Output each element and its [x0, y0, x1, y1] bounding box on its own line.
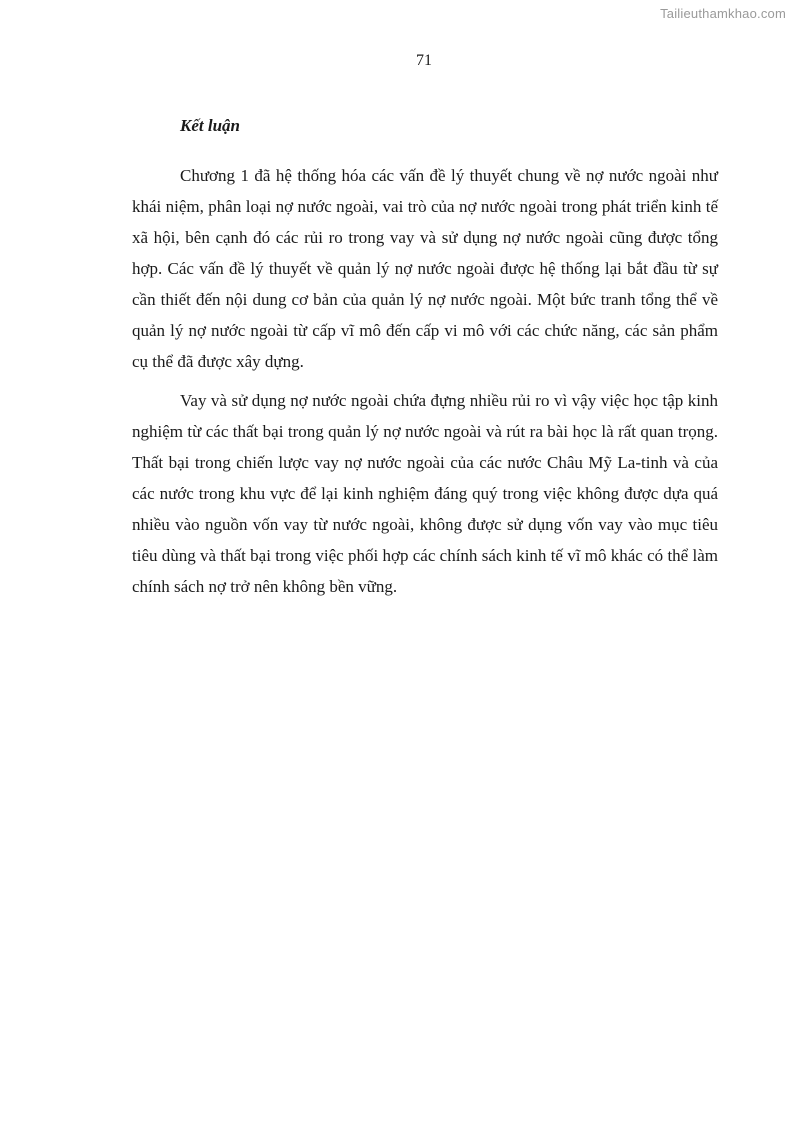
- page-number: 71: [416, 52, 432, 69]
- body-text: [132, 160, 718, 610]
- paragraph-2: Vay và sử dụng nợ nước ngoài chứa đựng nhiều rủi ro vì vậy việc học tập kinh nghiệm từ các thất bại trong quản lý nợ nước ngoài và rút ra bài học là rất quan trọng. Thất bại trong chiến lược vay nợ nước ngoài của các nước Châu Mỹ La-tinh và của các nước trong khu vực để lại kinh nghiệm đáng quý trong việc không được dựa quá nhiều vào nguồn vốn vay từ nước ngoài, không được sử dụng vốn vay vào mục tiêu tiêu dùng và thất bại trong việc phối hợp các chính sách kinh tế vĩ mô khác có thể làm chính sách nợ trở nên không bền vững.: [132, 391, 718, 596]
- paragraph-1: Chương 1 đã hệ thống hóa các vấn đề lý thuyết chung về nợ nước ngoài như khái niệm, phân loại nợ nước ngoài, vai trò của nợ nước ngoài trong phát triển kinh tế xã hội, bên cạnh đó các rủi ro trong vay và sử dụng nợ nước ngoài cũng được tổng hợp. Các vấn đề lý thuyết về quản lý nợ nước ngoài được hệ thống lại bắt đầu từ sự cần thiết đến nội dung cơ bản của quản lý nợ nước ngoài. Một bức tranh tổng thể về quản lý nợ nước ngoài từ cấp vĩ mô đến cấp vi mô với các chức năng, các sản phẩm cụ thể đã được xây dựng.: [132, 166, 718, 371]
- watermark: Tailieuthamkhao.com: [660, 6, 786, 21]
- section-heading: Kết luận: [180, 116, 240, 135]
